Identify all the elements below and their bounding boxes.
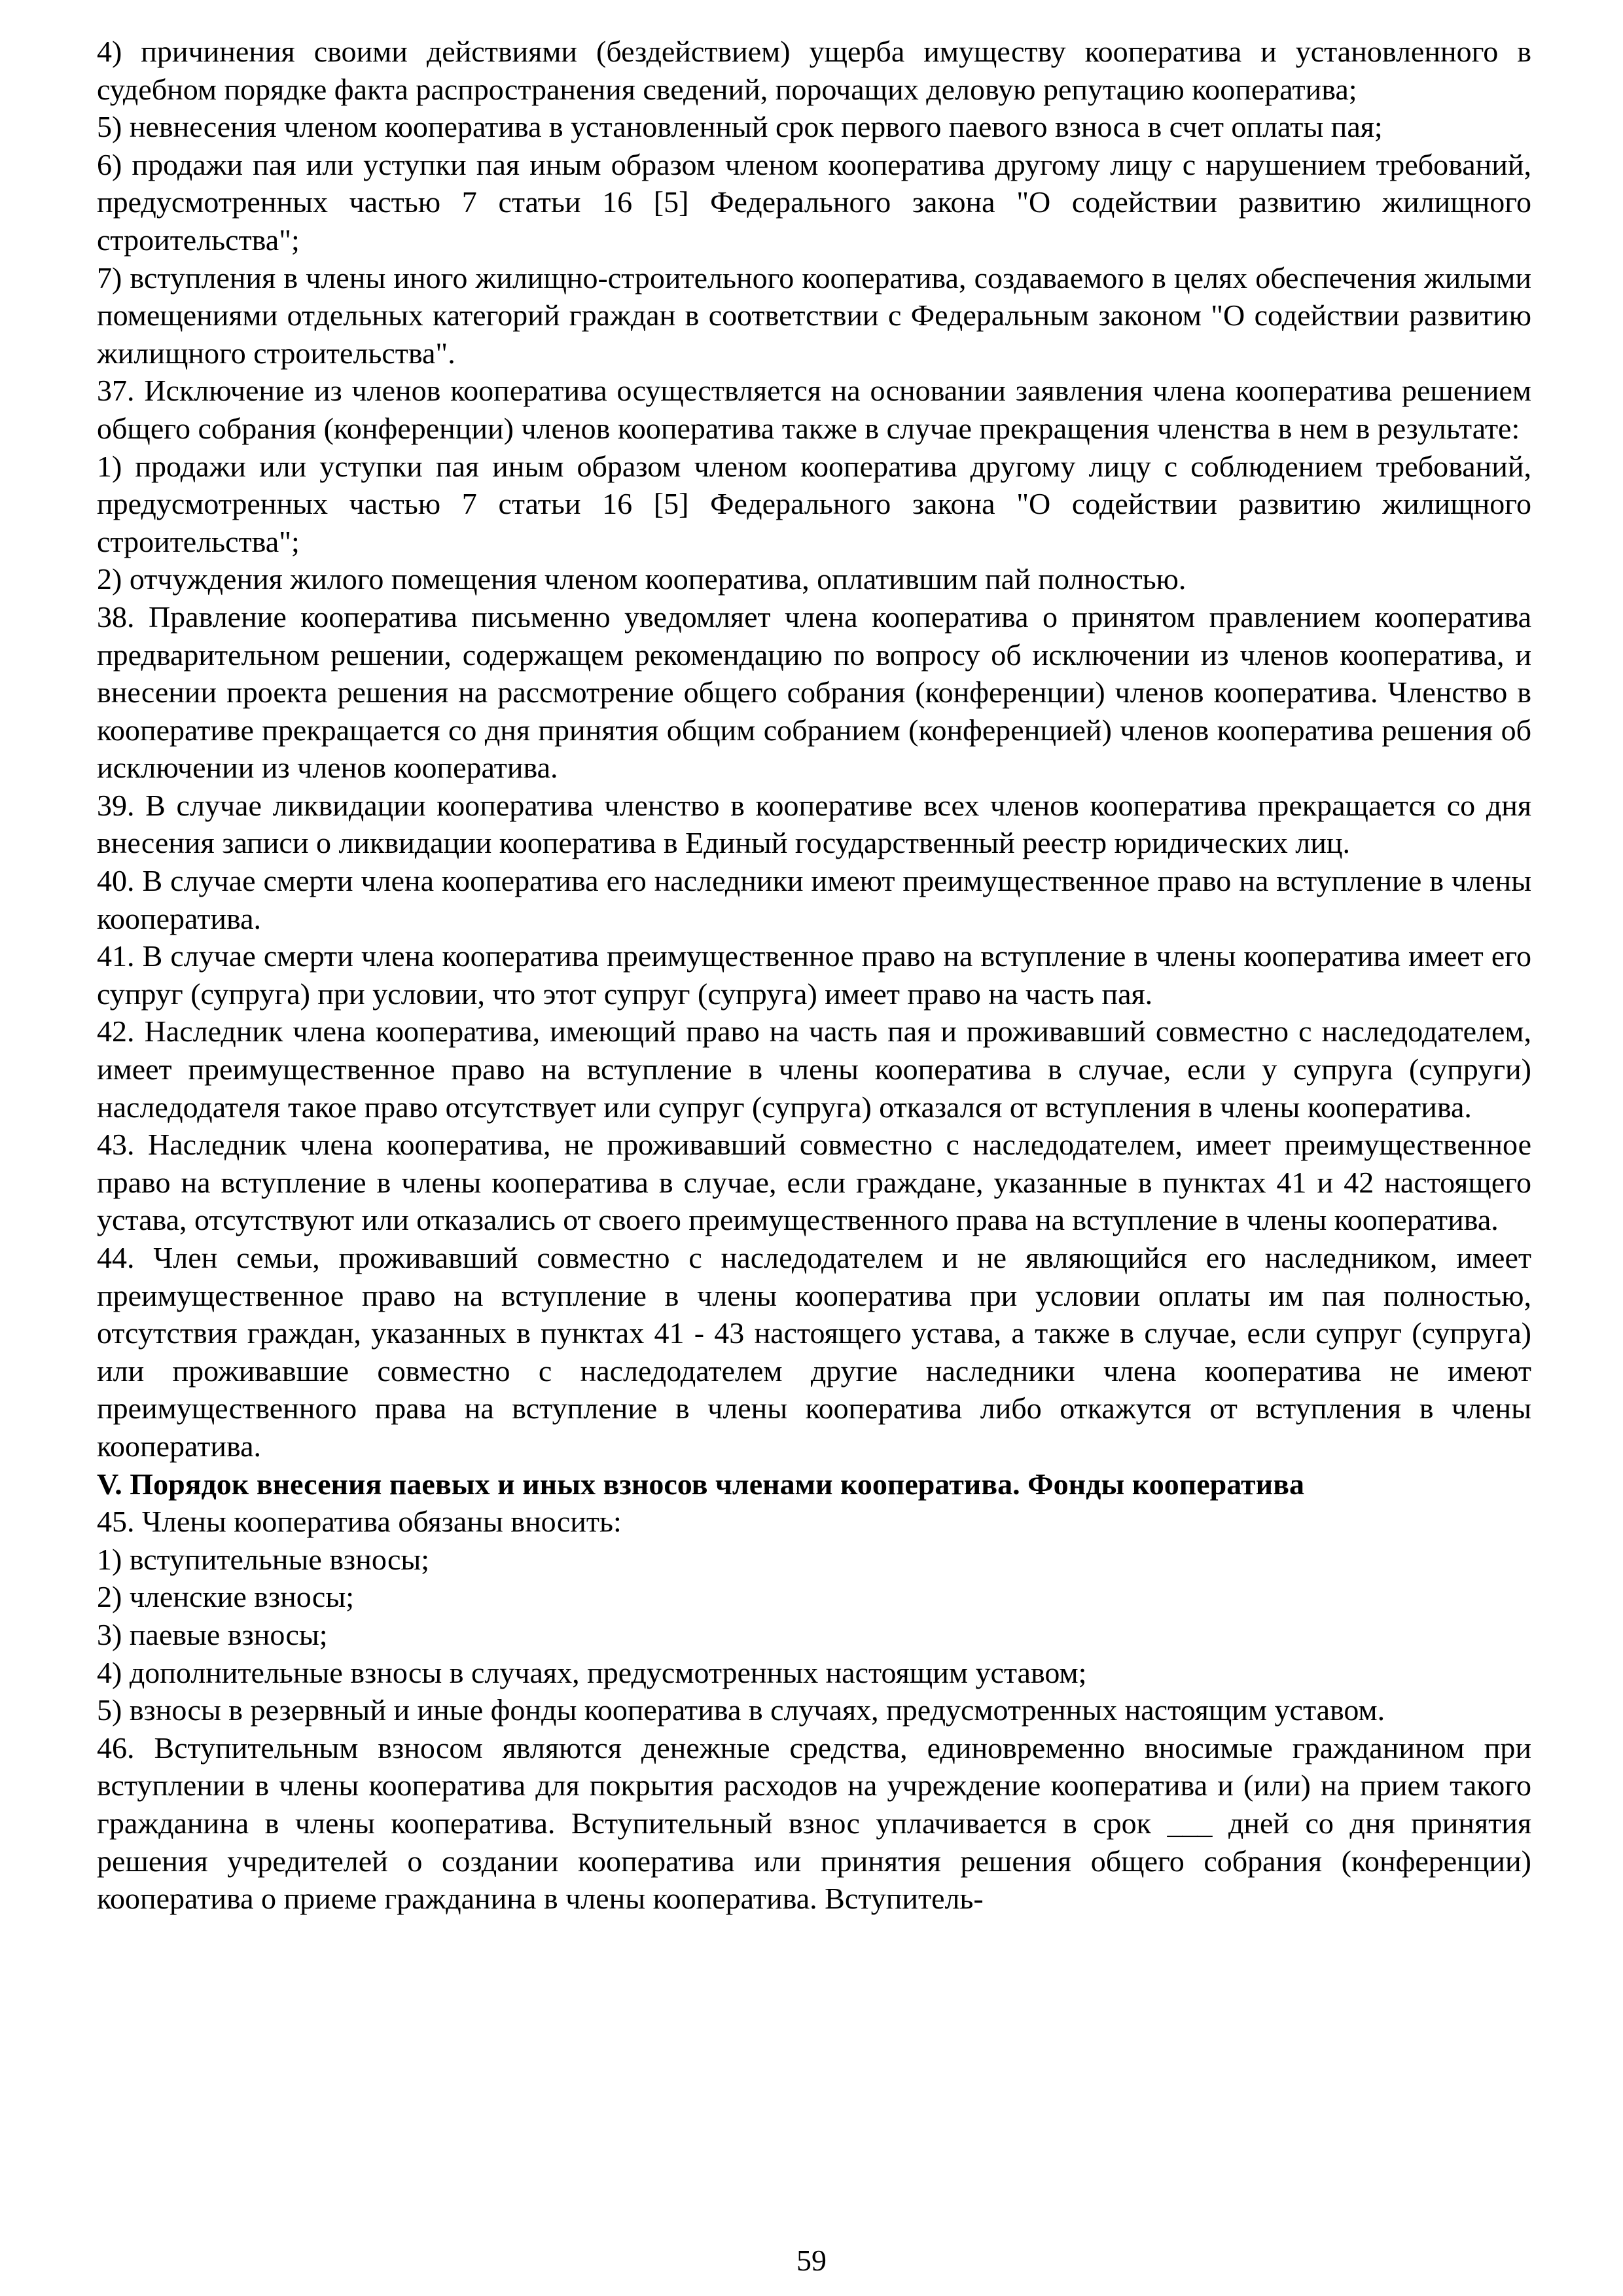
paragraph-46: 46. Вступительным взносом являются денежные средства, единовременно вносимые гражданином при вступлении в члены кооператива для покрытия расходов на учреждение кооператива и (или) на прием такого гражданина в члены кооператива. Вступительный взнос уплачивается в срок ___ дней со дня принятия решения учредителей о создании кооператива или принятия решения общего собрания (конференции) кооператива о приеме гражданина в члены кооператива. Вступитель-	[97, 1731, 1531, 1916]
paragraph-45-item-2: 2) членские взносы;	[97, 1580, 354, 1614]
paragraph-44: 44. Член семьи, проживавший совместно с наследодателем и не являющийся его наследником, имеет преимущественное право на вступление в члены кооператива при условии оплаты им пая полностью, отсутствия граждан, указанных в пунктах 41 - 43 настоящего устава, а также в случае, если супруг (супруга) или проживавшие совместно с наследодателем другие наследники члена кооператива не имеют преимущественного права на вступление в члены кооператива либо откажутся от вступления в члены кооператива.	[97, 1241, 1531, 1463]
paragraph-45-item-5: 5) взносы в резервный и иные фонды кооператива в случаях, предусмотренных настоящим уставом.	[97, 1693, 1385, 1727]
paragraph-43: 43. Наследник члена кооператива, не проживавший совместно с наследодателем, имеет преимущественное право на вступление в члены кооператива в случае, если граждане, указанные в пунктах 41 и 42 настоящего устава, отсутствуют или отказались от своего преимущественного права на вступление в члены кооператива.	[97, 1128, 1531, 1237]
paragraph-45-item-3: 3) паевые взносы;	[97, 1617, 328, 1651]
paragraph-42: 42. Наследник члена кооператива, имеющий право на часть пая и проживавший совместно с наследодателем, имеет преимущественное право на вступление в члены кооператива в случае, если у супруга (супруги) наследодателя такое право отсутствует или супруг (супруга) отказался от вступления в члены кооператива.	[97, 1014, 1531, 1124]
paragraph-39: 39. В случае ликвидации кооператива членство в кооперативе всех членов кооператива прекращается со дня внесения записи о ликвидации кооператива в Единый государственный реестр юридических лиц.	[97, 788, 1531, 860]
paragraph-37-item-1: 1) продажи или уступки пая иным образом членом кооператива другому лицу с соблюдением требований, предусмотренных частью 7 статьи 16 [5] Федерального закона "О содействии развитию жилищного строительства";	[97, 449, 1531, 558]
paragraph-item-7-other-coop: 7) вступления в члены иного жилищно-строительного кооператива, создаваемого в целях обеспечения жилыми помещениями отдельных категорий граждан в соответствии с Федеральным законом "О содействии развитию жилищного строительства".	[97, 260, 1531, 370]
paragraph-37-item-2: 2) отчуждения жилого помещения членом кооператива, оплатившим пай полностью.	[97, 562, 1186, 596]
paragraph-item-6-share-sale: 6) продажи пая или уступки пая иным образом членом кооператива другому лицу с нарушением требований, предусмотренных частью 7 статьи 16 [5] Федерального закона "О содействии развитию жилищного строительства";	[97, 147, 1531, 257]
paragraph-41: 41. В случае смерти члена кооператива преимущественное право на вступление в члены кооператива имеет его супруг (супруга) при условии, что этот супруг (супруга) имеет право на часть пая.	[97, 939, 1531, 1011]
page-number: 59	[796, 2244, 827, 2277]
document-page	[97, 33, 1531, 1918]
section-heading: V. Порядок внесения паевых и иных взносов членами кооператива. Фонды кооператива	[97, 1467, 1304, 1501]
paragraph-37: 37. Исключение из членов кооператива осуществляется на основании заявления члена кооператива решением общего собрания (конференции) членов кооператива также в случае прекращения членства в нем в результате:	[97, 374, 1531, 445]
paragraph-item-4-damage: 4) причинения своими действиями (бездействием) ущерба имуществу кооператива и установленного в судебном порядке факта распространения сведений, порочащих деловую репутацию кооператива;	[97, 35, 1531, 106]
paragraph-40: 40. В случае смерти члена кооператива его наследники имеют преимущественное право на вступление в члены кооператива.	[97, 864, 1531, 935]
paragraph-item-5-nonpayment: 5) невнесения членом кооператива в установленный срок первого паевого взноса в счет оплаты пая;	[97, 110, 1383, 144]
paragraph-38: 38. Правление кооператива письменно уведомляет члена кооператива о принятом правлением кооператива предварительном решении, содержащем рекомендацию по вопросу об исключении из членов кооператива, и внесении проекта решения на рассмотрение общего собрания (конференции) членов кооператива. Членство в кооперативе прекращается со дня принятия общим собранием (конференцией) членов кооператива решения об исключении из членов кооператива.	[97, 600, 1531, 785]
paragraph-45: 45. Члены кооператива обязаны вносить:	[97, 1505, 622, 1539]
paragraph-45-item-4: 4) дополнительные взносы в случаях, предусмотренных настоящим уставом;	[97, 1655, 1087, 1689]
paragraph-45-item-1: 1) вступительные взносы;	[97, 1542, 430, 1576]
